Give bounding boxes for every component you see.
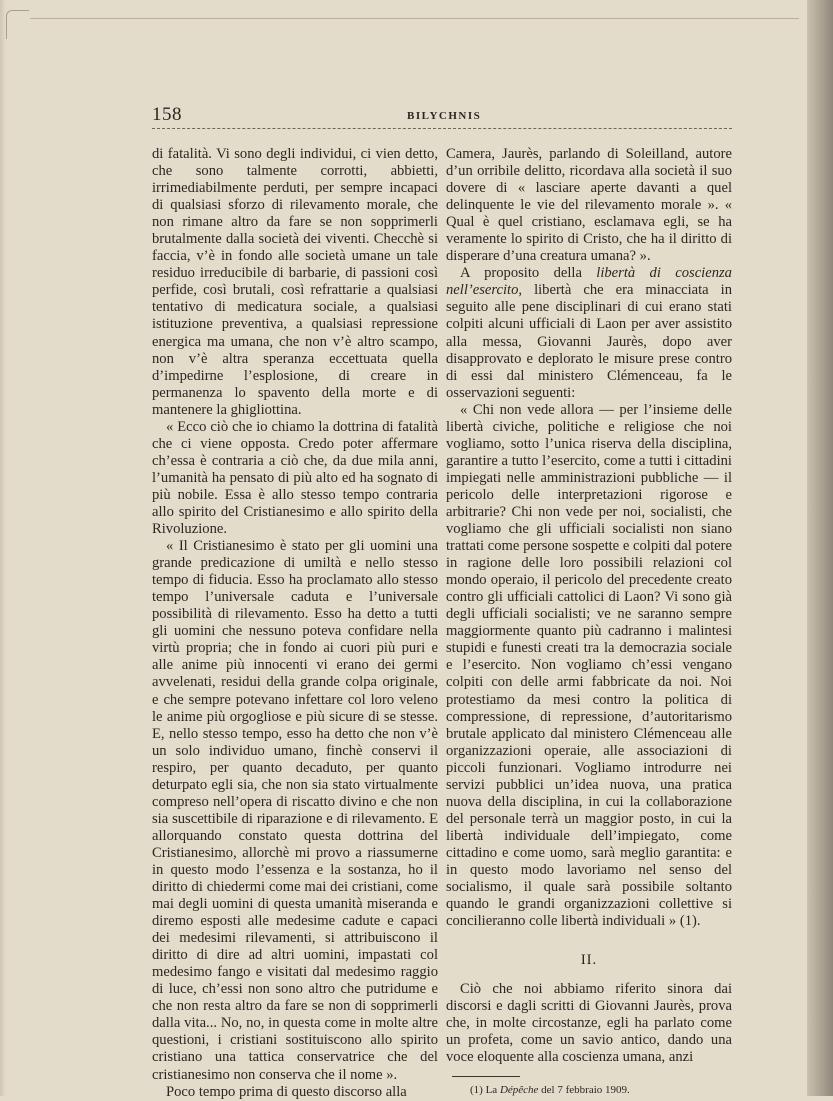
right-column [446,146,732,1097]
footnote [446,1083,732,1097]
page-corner-fold [6,10,29,39]
footnote-rule [452,1076,520,1077]
section-numeral: II. [580,952,598,969]
paragraph: Ciò che noi abbiamo riferito sinora dai discorsi e dagli scritti di Giovanni Jaurès, prova che, in molte circostanze, egli ha parlato come un profeta, come un savio antico, dando una voce eloquente alla coscienza umana, anzi [446,981,732,1066]
paragraph: Camera, Jaurès, parlando di Soleilland, autore d’un orribile delitto, ricordava alla società il suo dovere di « lasciare aperte davanti a quel delinquente le vie del rilevamento morale ». « Qual è quel cristiano, esclamava egli, se ha veramente lo spirito di Cristo, che ha il diritto di disperare d’una creatura umana? ». [446,146,732,265]
paragraph: « Il Cristianesimo è stato per gli uomini una grande predicazione di umiltà e nello stesso tempo di fiducia. Esso ha proclamato allo stesso tempo l’universale caduta e l’universale possibilità di rilevamento. Esso ha detto a tutti gli uomini che nessuno poteva confidare nella virtù propria; che in fondo ai cuori più puri e alle anime più innocenti vi erano dei germi avvelenati, residui della grande colpa originale, e che sempre potevano infettare col loro veleno le anime più orgogliose e più sicure di se stesse. E, nello stesso tempo, esso ha detto che non v’è un solo individuo umano, finchè conservi il respiro, per quanto decaduto, per quanto deturpato egli sia, che non sia stato virtualmente compreso nell’opera di riscatto divino e che non sia suscettibile di riparazione e di rilevamento. E allorquando constato questa dottrina del Cristianesimo, allorchè mi provo a riassumerne in questo modo l’essenza e la sostanza, ho il diritto di chiedermi come mai dei cristiani, come mai degli uomini di questa umanità miseranda e diremo esposti alle medesime cadute e capaci dei medesimi rilevamenti, si attribuiscono il diritto di dire ad altri uomini, impastati col medesimo fango e visitati dal medesimo raggio di luce, ch’essi non sono altro che putridume e che non resta altro da fare se non di sopprimerli dalla vita... No, no, in questa come in molte altre questioni, i cristiani sostituiscono allo spirito cristiano una tattica conservatrice che del cristianesimo non conserva che il nome ». [152,538,438,1083]
footnote-text: (1) La [470,1084,500,1097]
journal-title: BILYCHNIS [407,110,482,122]
footnote-text: del 7 febbraio 1909. [538,1084,630,1097]
paragraph [446,265,732,401]
running-head [152,104,732,128]
paragraph: di fatalità. Vi sono degli individui, ci vien detto, che sono talmente corrotti, abbietti, irrimediabilmente perduti, per sempre incapaci di qualsiasi sforzo di rilevamento morale, che non rimane altro da fare se non sopprimerli brutalmente dalla società dei viventi. Checchè si faccia, v’è in fondo alle società umane un tale residuo irreducibile di barbarie, di passioni così perfide, così brutali, così refrattarie a qualsiasi tentativo di medicatura sociale, a qualsiasi istituzione preventiva, a qualsiasi repressione energica ma umana, che non v’è altro scampo, non v’è altra speranza eccettuata quella d’impedirne l’esplosione, di creare in permanenza lo spavento della morte e di mantenere la ghigliottina. [152,146,438,418]
paragraph: Poco tempo prima di questo discorso alla [166,1083,407,1100]
footnote-italic: Dépêche [499,1084,539,1097]
paragraph: « Ecco ciò che io chiamo la dottrina di fatalità che ci viene opposta. Credo poter affermare ch’essa è contraria a ciò che, da due mila anni, l’umanità ha pensato di più alto ed ha sognato di più nobile. Essa è allo stesso tempo contraria allo spirito del Cristianesimo e allo spirito della Rivoluzione. [152,418,438,538]
left-column [152,146,438,1101]
page-top-rule [30,18,799,19]
paragraph-text: A proposito della [460,265,597,282]
paragraph-text: , libertà che era minacciata in seguito alle pene disciplinari di cui erano stati colpiti alcuni ufficiali di Laon per aver assistito alla messa, Giovanni Jaurès, dopo aver disapprovato e deplorato le misure prese contro di essi dal ministero Clémenceau, fa le osservazioni seguenti: [446,282,732,401]
page-left-edge [0,0,6,1096]
paragraph: « Chi non vede allora — per l’insieme delle libertà civiche, politiche e religiose che noi vogliamo, sotto l’unica riserva della disciplina, garantire a tutto l’esercito, come a tutti i cittadini impiegati nelle amministrazioni pubbliche — il pericolo delle interpretazioni rigorose e arbitrarie? Chi non vede per noi, socialisti, che vogliamo che gli ufficiali socialisti non siano trattati come persone sospette e colpiti dal potere in ragione delle loro possibili relazioni col mondo operaio, il pericolo del precedente creato contro gli ufficiali cattolici di Laon? Vi sono già degli ufficiali socialisti; ve ne saranno sempre maggiormente quanto più cadranno i malintesi stupidi e funesti creati tra la democrazia sociale e l’esercito. Non vogliamo ch’essi vengano colpiti con delle armi fabbricate da noi. Noi protestiamo da mesi contro la politica di compressione, di repressione, d’autoritarismo brutale applicato dal ministero Clémenceau alle organizzazioni operaie, alle associazioni di piccoli funzionari. Vogliamo introdurre nei servizi pubblici un’idea nuova, una pratica nuova della disciplina, in cui la collaborazione del personale terrà un maggior posto, in cui la libertà individuale dell’impiegato, come cittadino e come uomo, sarà meglio garantita: e in questo modo lavoriamo nel senso del socialismo, il quale sarà possibile soltanto quando le grandi organizzazioni collettive si concilieranno colle libertà individuali » (1). [446,401,732,930]
page-number: 158 [152,104,182,125]
page-right-edge [807,0,833,1096]
running-head-rule [152,128,732,129]
italic-phrase: libertà di coscienza nell’esercito [446,265,732,299]
